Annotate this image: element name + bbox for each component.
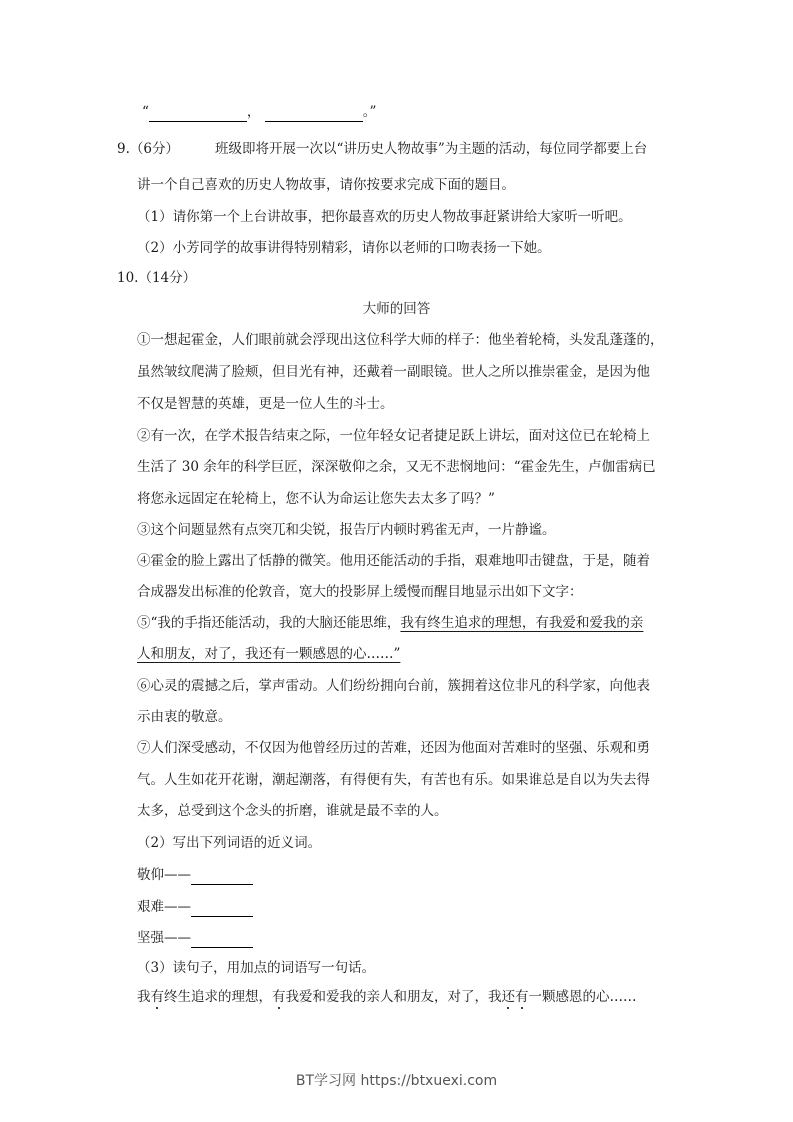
p6-line2: 示由衷的敬意。 [137, 709, 232, 725]
q9-header: 9.（6分） 班级即将开展一次以“讲历史人物故事”为主题的活动，每位同学都要上台 [117, 141, 648, 157]
p7-line2: 气。人生如花开花谢，潮起潮落，有得便有失，有苦也有乐。如果谁总是自以为失去得 [137, 772, 650, 788]
answer-blank-1[interactable] [149, 107, 247, 122]
q10-header: 10.（14分） [117, 270, 197, 286]
q10-sub3: （3）读句子，用加点的词语写一句话。 [137, 960, 376, 976]
p7-line1: ⑦人们深受感动，不仅因为他曾经历过的苦难，还因为他面对苦难时的坚强、乐观和勇 [137, 740, 650, 756]
fill-in-line: “ ， 。” [142, 104, 377, 120]
p2-line3: 将您永远固定在轮椅上，您不认为命运让您失去太多了吗？” [137, 491, 495, 507]
q10-sub2: （2）写出下列词语的近义词。 [137, 835, 322, 851]
dotted-word: 有 [150, 989, 164, 1005]
q9-line2: 讲一个自己喜欢的历史人物故事，请你按要求完成下面的题目。 [137, 177, 515, 193]
p1-line3: 不仅是智慧的英雄，更是一位人生的斗士。 [137, 396, 394, 412]
p7-line3: 太多，总受到这个念头的折磨，谁就是最不幸的人。 [137, 803, 448, 819]
passage-title: 大师的回答 [362, 301, 431, 317]
p1-line1: ①一想起霍金，人们眼前就会浮现出这位科学大师的样子：他坐着轮椅，头发乱蓬蓬的， [137, 332, 664, 348]
p6-line1: ⑥心灵的震撼之后，掌声雷动。人们纷纷拥向台前，簇拥着这位非凡的科学家，向他表 [137, 678, 650, 694]
q9-sub1: （1）请你第一个上台讲故事，把你最喜欢的历史人物故事赶紧讲给大家听一听吧。 [137, 209, 632, 225]
p4-line2: 合成器发出标准的伦敦音，宽大的投影屏上缓慢而醒目地显示出如下文字： [137, 584, 583, 600]
p2-line2: 生活了 30 余年的科学巨匠，深深敬仰之余，又无不悲悯地问：“霍金先生，卢伽雷病已 [137, 459, 656, 475]
p3: ③这个问题显然有点突兀和尖锐，报告厅内顿时鸦雀无声，一片静谧。 [137, 522, 556, 538]
answer-blank-2[interactable] [265, 107, 363, 122]
synonym-blank-3[interactable] [191, 933, 253, 948]
dotted-sentence: 我有终生追求的理想，有我爱和爱我的亲人和朋友，对了，我还有一颗感恩的心…… [137, 989, 637, 1005]
p1-line2: 虽然皱纹爬满了脸颊，但目光有神，还戴着一副眼镜。世人之所以推崇霍金，是因为他 [137, 364, 650, 380]
p5-line1: ⑤“我的手指还能活动，我的大脑还能思维，我有终生追求的理想，有我爱和爱我的亲 [137, 615, 644, 631]
p4-line1: ④霍金的脸上露出了恬静的微笑。他用还能活动的手指，艰难地叩击键盘，于是，随着 [137, 553, 650, 569]
synonym-row: 坚强—— [137, 928, 253, 948]
dotted-word: 有 [272, 989, 286, 1005]
underlined-sentence: 我有终生追求的理想，有我爱和爱我的亲 [400, 615, 644, 631]
synonym-row: 艰难—— [137, 897, 253, 917]
dotted-word: 还 [501, 989, 515, 1005]
p2-line1: ②有一次，在学术报告结束之际，一位年轻女记者捷足跃上讲坛，面对这位已在轮椅上 [137, 428, 650, 444]
synonym-blank-2[interactable] [191, 902, 253, 917]
p5-line2 [137, 644, 400, 664]
synonym-row: 敬仰—— [137, 865, 253, 885]
watermark-footer: BT学习网 https://btxuexi.com [295, 1073, 498, 1089]
q9-sub2: （2）小芳同学的故事讲得特别精彩，请你以老师的口吻表扬一下她。 [137, 240, 551, 256]
synonym-blank-1[interactable] [191, 870, 253, 885]
dotted-word: 有 [515, 989, 529, 1005]
underlined-sentence-cont: 人和朋友，对了，我还有一颗感恩的心……” [137, 646, 401, 662]
